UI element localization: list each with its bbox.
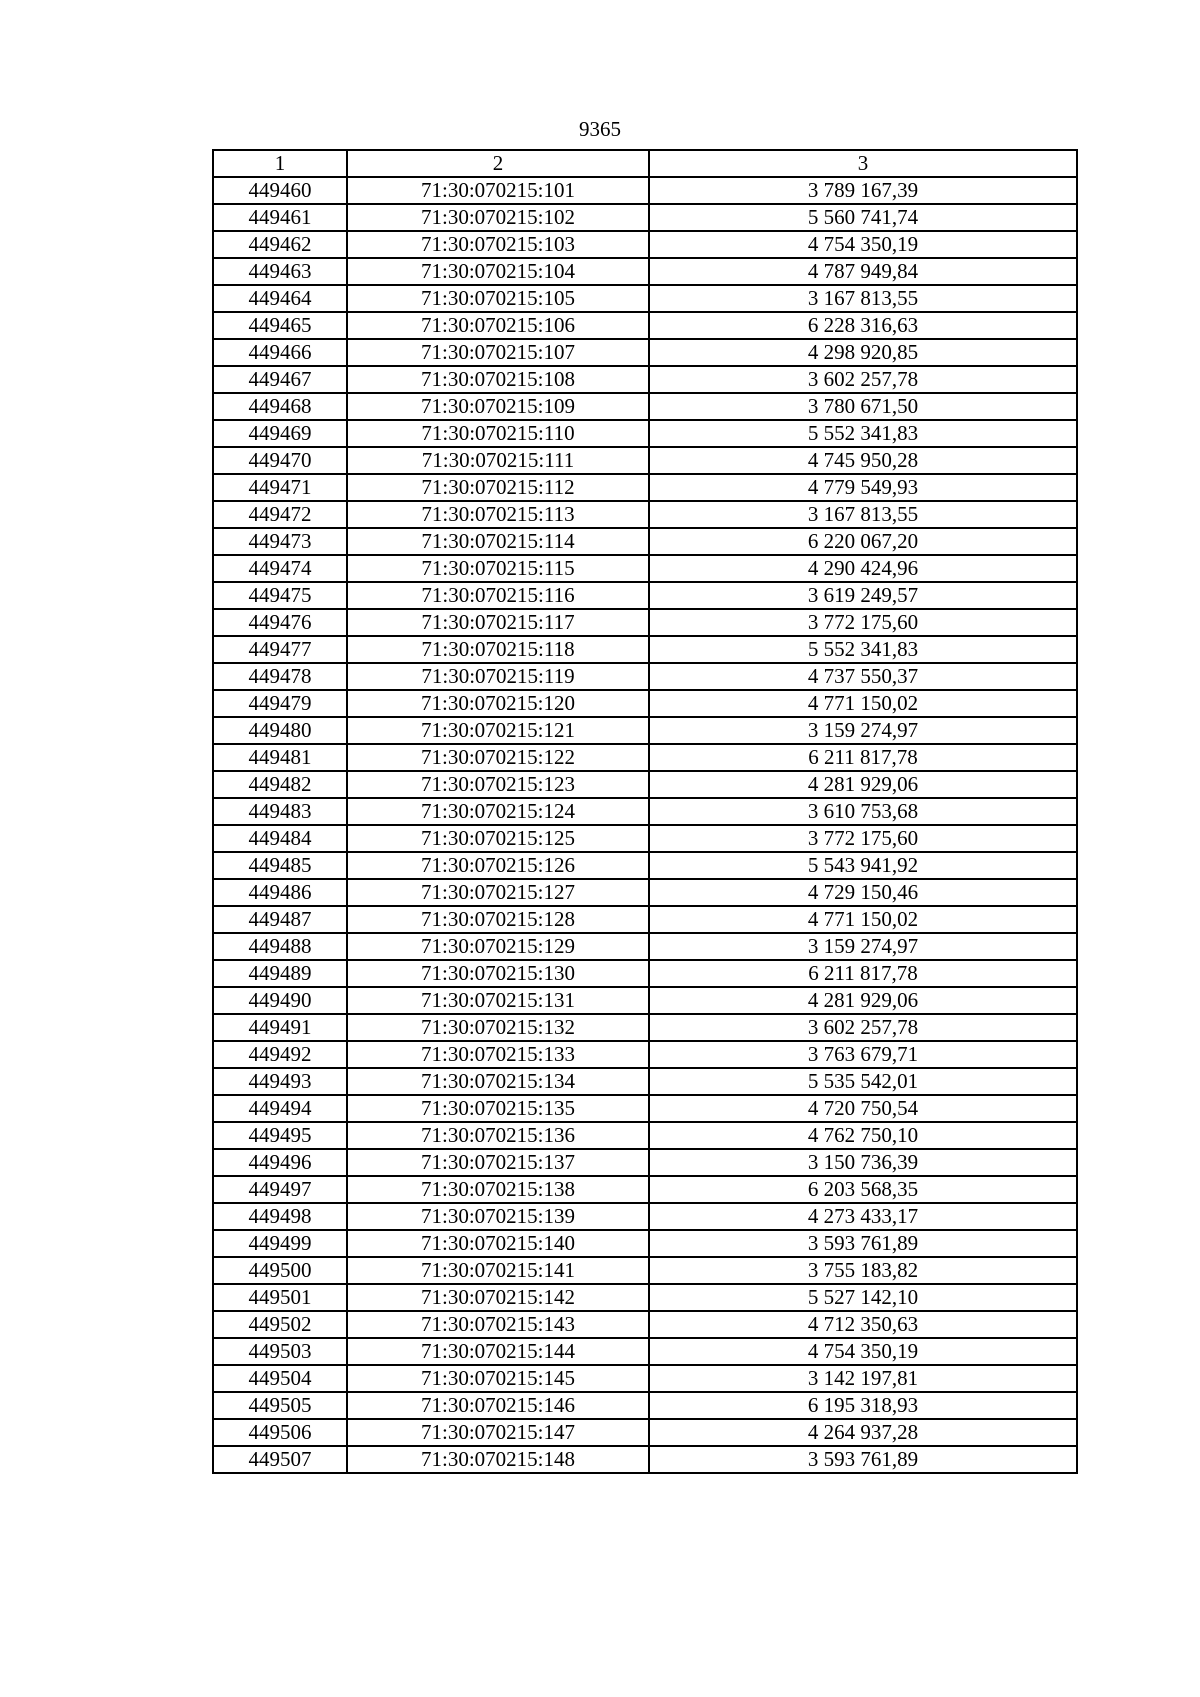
row-number-cell: 449479 <box>213 690 347 717</box>
cadastral-value-cell: 3 593 761,89 <box>649 1446 1077 1473</box>
cadastral-value-cell: 3 142 197,81 <box>649 1365 1077 1392</box>
cadastral-value-cell: 6 228 316,63 <box>649 312 1077 339</box>
cadastral-number-cell: 71:30:070215:134 <box>347 1068 649 1095</box>
table-row <box>213 528 1077 555</box>
row-number-cell: 449493 <box>213 1068 347 1095</box>
cadastral-value-cell: 3 772 175,60 <box>649 609 1077 636</box>
row-number-cell: 449465 <box>213 312 347 339</box>
table-row <box>213 960 1077 987</box>
table-row <box>213 1311 1077 1338</box>
row-number-cell: 449492 <box>213 1041 347 1068</box>
cadastral-number-cell: 71:30:070215:146 <box>347 1392 649 1419</box>
cadastral-value-cell: 3 150 736,39 <box>649 1149 1077 1176</box>
cadastral-value-cell: 3 772 175,60 <box>649 825 1077 852</box>
cadastral-value-cell: 3 167 813,55 <box>649 285 1077 312</box>
cadastral-value-cell: 3 610 753,68 <box>649 798 1077 825</box>
column-header-3: 3 <box>649 150 1077 177</box>
row-number-cell: 449460 <box>213 177 347 204</box>
cadastral-value-cell: 6 220 067,20 <box>649 528 1077 555</box>
cadastral-number-cell: 71:30:070215:106 <box>347 312 649 339</box>
row-number-cell: 449507 <box>213 1446 347 1473</box>
column-header-1: 1 <box>213 150 347 177</box>
cadastral-number-cell: 71:30:070215:130 <box>347 960 649 987</box>
table-row <box>213 1095 1077 1122</box>
cadastral-number-cell: 71:30:070215:119 <box>347 663 649 690</box>
row-number-cell: 449491 <box>213 1014 347 1041</box>
table-row <box>213 393 1077 420</box>
cadastral-number-cell: 71:30:070215:115 <box>347 555 649 582</box>
row-number-cell: 449486 <box>213 879 347 906</box>
table-row <box>213 690 1077 717</box>
table-row <box>213 798 1077 825</box>
table-row <box>213 717 1077 744</box>
page-number: 9365 <box>579 117 621 141</box>
row-number-cell: 449463 <box>213 258 347 285</box>
row-number-cell: 449467 <box>213 366 347 393</box>
cadastral-value-cell: 4 720 750,54 <box>649 1095 1077 1122</box>
row-number-cell: 449488 <box>213 933 347 960</box>
cadastral-value-cell: 3 593 761,89 <box>649 1230 1077 1257</box>
cadastral-number-cell: 71:30:070215:123 <box>347 771 649 798</box>
row-number-cell: 449481 <box>213 744 347 771</box>
cadastral-value-cell: 5 535 542,01 <box>649 1068 1077 1095</box>
cadastral-value-cell: 4 754 350,19 <box>649 1338 1077 1365</box>
row-number-cell: 449461 <box>213 204 347 231</box>
table-row <box>213 285 1077 312</box>
table-row <box>213 420 1077 447</box>
table-row <box>213 1419 1077 1446</box>
table-row <box>213 582 1077 609</box>
cadastral-value-cell: 4 712 350,63 <box>649 1311 1077 1338</box>
cadastral-value-cell: 4 771 150,02 <box>649 906 1077 933</box>
cadastral-number-cell: 71:30:070215:144 <box>347 1338 649 1365</box>
cadastral-number-cell: 71:30:070215:145 <box>347 1365 649 1392</box>
cadastral-number-cell: 71:30:070215:108 <box>347 366 649 393</box>
cadastral-number-cell: 71:30:070215:136 <box>347 1122 649 1149</box>
row-number-cell: 449473 <box>213 528 347 555</box>
cadastral-number-cell: 71:30:070215:142 <box>347 1284 649 1311</box>
row-number-cell: 449502 <box>213 1311 347 1338</box>
cadastral-value-cell: 6 195 318,93 <box>649 1392 1077 1419</box>
row-number-cell: 449496 <box>213 1149 347 1176</box>
cadastral-number-cell: 71:30:070215:109 <box>347 393 649 420</box>
cadastral-value-cell: 3 763 679,71 <box>649 1041 1077 1068</box>
table-row <box>213 1257 1077 1284</box>
row-number-cell: 449468 <box>213 393 347 420</box>
cadastral-value-cell: 4 771 150,02 <box>649 690 1077 717</box>
table-row <box>213 879 1077 906</box>
cadastral-value-cell: 3 789 167,39 <box>649 177 1077 204</box>
table-row <box>213 1149 1077 1176</box>
row-number-cell: 449487 <box>213 906 347 933</box>
cadastral-value-cell: 3 602 257,78 <box>649 366 1077 393</box>
cadastral-number-cell: 71:30:070215:113 <box>347 501 649 528</box>
row-number-cell: 449483 <box>213 798 347 825</box>
row-number-cell: 449500 <box>213 1257 347 1284</box>
cadastral-value-cell: 3 159 274,97 <box>649 717 1077 744</box>
cadastral-value-cell: 4 762 750,10 <box>649 1122 1077 1149</box>
cadastral-number-cell: 71:30:070215:103 <box>347 231 649 258</box>
row-number-cell: 449499 <box>213 1230 347 1257</box>
cadastral-value-cell: 3 167 813,55 <box>649 501 1077 528</box>
cadastral-number-cell: 71:30:070215:118 <box>347 636 649 663</box>
row-number-cell: 449489 <box>213 960 347 987</box>
row-number-cell: 449495 <box>213 1122 347 1149</box>
cadastral-value-cell: 4 264 937,28 <box>649 1419 1077 1446</box>
table-row <box>213 1041 1077 1068</box>
row-number-cell: 449475 <box>213 582 347 609</box>
cadastral-number-cell: 71:30:070215:125 <box>347 825 649 852</box>
cadastral-value-cell: 4 281 929,06 <box>649 771 1077 798</box>
row-number-cell: 449484 <box>213 825 347 852</box>
table-row <box>213 501 1077 528</box>
table-header <box>213 150 1077 177</box>
row-number-cell: 449503 <box>213 1338 347 1365</box>
table-row <box>213 177 1077 204</box>
cadastral-value-cell: 4 273 433,17 <box>649 1203 1077 1230</box>
cadastral-number-cell: 71:30:070215:107 <box>347 339 649 366</box>
cadastral-number-cell: 71:30:070215:138 <box>347 1176 649 1203</box>
cadastral-number-cell: 71:30:070215:105 <box>347 285 649 312</box>
table-row <box>213 555 1077 582</box>
table-row <box>213 447 1077 474</box>
table-row <box>213 1203 1077 1230</box>
row-number-cell: 449480 <box>213 717 347 744</box>
table-row <box>213 933 1077 960</box>
table-row <box>213 366 1077 393</box>
cadastral-number-cell: 71:30:070215:102 <box>347 204 649 231</box>
row-number-cell: 449462 <box>213 231 347 258</box>
table-row <box>213 339 1077 366</box>
table-row <box>213 663 1077 690</box>
row-number-cell: 449470 <box>213 447 347 474</box>
row-number-cell: 449494 <box>213 1095 347 1122</box>
row-number-cell: 449501 <box>213 1284 347 1311</box>
table-row <box>213 744 1077 771</box>
cadastral-value-cell: 4 290 424,96 <box>649 555 1077 582</box>
cadastral-number-cell: 71:30:070215:112 <box>347 474 649 501</box>
cadastral-number-cell: 71:30:070215:101 <box>347 177 649 204</box>
cadastral-number-cell: 71:30:070215:132 <box>347 1014 649 1041</box>
cadastral-number-cell: 71:30:070215:117 <box>347 609 649 636</box>
row-number-cell: 449466 <box>213 339 347 366</box>
table-row <box>213 609 1077 636</box>
cadastral-number-cell: 71:30:070215:148 <box>347 1446 649 1473</box>
table-row <box>213 231 1077 258</box>
table-row <box>213 1365 1077 1392</box>
table-row <box>213 204 1077 231</box>
cadastral-number-cell: 71:30:070215:131 <box>347 987 649 1014</box>
cadastral-value-cell: 3 619 249,57 <box>649 582 1077 609</box>
row-number-cell: 449498 <box>213 1203 347 1230</box>
row-number-cell: 449469 <box>213 420 347 447</box>
table-row <box>213 1122 1077 1149</box>
cadastral-value-cell: 3 602 257,78 <box>649 1014 1077 1041</box>
cadastral-value-cell: 4 298 920,85 <box>649 339 1077 366</box>
row-number-cell: 449504 <box>213 1365 347 1392</box>
row-number-cell: 449506 <box>213 1419 347 1446</box>
table-row <box>213 636 1077 663</box>
cadastral-value-cell: 6 211 817,78 <box>649 960 1077 987</box>
table-row <box>213 1338 1077 1365</box>
row-number-cell: 449485 <box>213 852 347 879</box>
table-row <box>213 1446 1077 1473</box>
cadastral-number-cell: 71:30:070215:133 <box>347 1041 649 1068</box>
cadastral-value-cell: 5 552 341,83 <box>649 420 1077 447</box>
cadastral-number-cell: 71:30:070215:120 <box>347 690 649 717</box>
cadastral-number-cell: 71:30:070215:127 <box>347 879 649 906</box>
cadastral-number-cell: 71:30:070215:139 <box>347 1203 649 1230</box>
row-number-cell: 449482 <box>213 771 347 798</box>
table-row <box>213 1176 1077 1203</box>
cadastral-number-cell: 71:30:070215:111 <box>347 447 649 474</box>
cadastral-value-cell: 4 281 929,06 <box>649 987 1077 1014</box>
cadastral-value-cell: 4 754 350,19 <box>649 231 1077 258</box>
table-row <box>213 825 1077 852</box>
cadastral-value-cell: 4 729 150,46 <box>649 879 1077 906</box>
row-number-cell: 449478 <box>213 663 347 690</box>
cadastral-value-cell: 5 560 741,74 <box>649 204 1077 231</box>
cadastral-value-cell: 6 203 568,35 <box>649 1176 1077 1203</box>
row-number-cell: 449505 <box>213 1392 347 1419</box>
table-row <box>213 1284 1077 1311</box>
cadastral-number-cell: 71:30:070215:126 <box>347 852 649 879</box>
table-row <box>213 474 1077 501</box>
cadastral-number-cell: 71:30:070215:122 <box>347 744 649 771</box>
table-body <box>213 177 1077 1473</box>
cadastral-value-table <box>212 149 1078 1474</box>
cadastral-number-cell: 71:30:070215:137 <box>347 1149 649 1176</box>
table-row <box>213 906 1077 933</box>
row-number-cell: 449490 <box>213 987 347 1014</box>
cadastral-number-cell: 71:30:070215:141 <box>347 1257 649 1284</box>
table-row <box>213 771 1077 798</box>
cadastral-value-cell: 4 745 950,28 <box>649 447 1077 474</box>
cadastral-value-cell: 3 780 671,50 <box>649 393 1077 420</box>
cadastral-value-cell: 5 543 941,92 <box>649 852 1077 879</box>
cadastral-number-cell: 71:30:070215:135 <box>347 1095 649 1122</box>
table-row <box>213 1230 1077 1257</box>
row-number-cell: 449464 <box>213 285 347 312</box>
table-row <box>213 312 1077 339</box>
cadastral-value-cell: 5 527 142,10 <box>649 1284 1077 1311</box>
cadastral-number-cell: 71:30:070215:114 <box>347 528 649 555</box>
cadastral-number-cell: 71:30:070215:129 <box>347 933 649 960</box>
cadastral-value-cell: 4 779 549,93 <box>649 474 1077 501</box>
cadastral-number-cell: 71:30:070215:140 <box>347 1230 649 1257</box>
row-number-cell: 449477 <box>213 636 347 663</box>
cadastral-number-cell: 71:30:070215:124 <box>347 798 649 825</box>
cadastral-value-cell: 4 737 550,37 <box>649 663 1077 690</box>
row-number-cell: 449471 <box>213 474 347 501</box>
cadastral-value-cell: 5 552 341,83 <box>649 636 1077 663</box>
row-number-cell: 449472 <box>213 501 347 528</box>
cadastral-value-cell: 6 211 817,78 <box>649 744 1077 771</box>
table-row <box>213 1068 1077 1095</box>
cadastral-number-cell: 71:30:070215:104 <box>347 258 649 285</box>
cadastral-number-cell: 71:30:070215:110 <box>347 420 649 447</box>
cadastral-value-cell: 3 159 274,97 <box>649 933 1077 960</box>
table-row <box>213 1392 1077 1419</box>
table-row <box>213 987 1077 1014</box>
cadastral-value-cell: 3 755 183,82 <box>649 1257 1077 1284</box>
header-row <box>213 150 1077 177</box>
table-row <box>213 1014 1077 1041</box>
cadastral-number-cell: 71:30:070215:128 <box>347 906 649 933</box>
cadastral-number-cell: 71:30:070215:143 <box>347 1311 649 1338</box>
table-row <box>213 258 1077 285</box>
row-number-cell: 449497 <box>213 1176 347 1203</box>
cadastral-number-cell: 71:30:070215:116 <box>347 582 649 609</box>
cadastral-value-cell: 4 787 949,84 <box>649 258 1077 285</box>
cadastral-number-cell: 71:30:070215:147 <box>347 1419 649 1446</box>
row-number-cell: 449476 <box>213 609 347 636</box>
column-header-2: 2 <box>347 150 649 177</box>
row-number-cell: 449474 <box>213 555 347 582</box>
cadastral-number-cell: 71:30:070215:121 <box>347 717 649 744</box>
table-row <box>213 852 1077 879</box>
